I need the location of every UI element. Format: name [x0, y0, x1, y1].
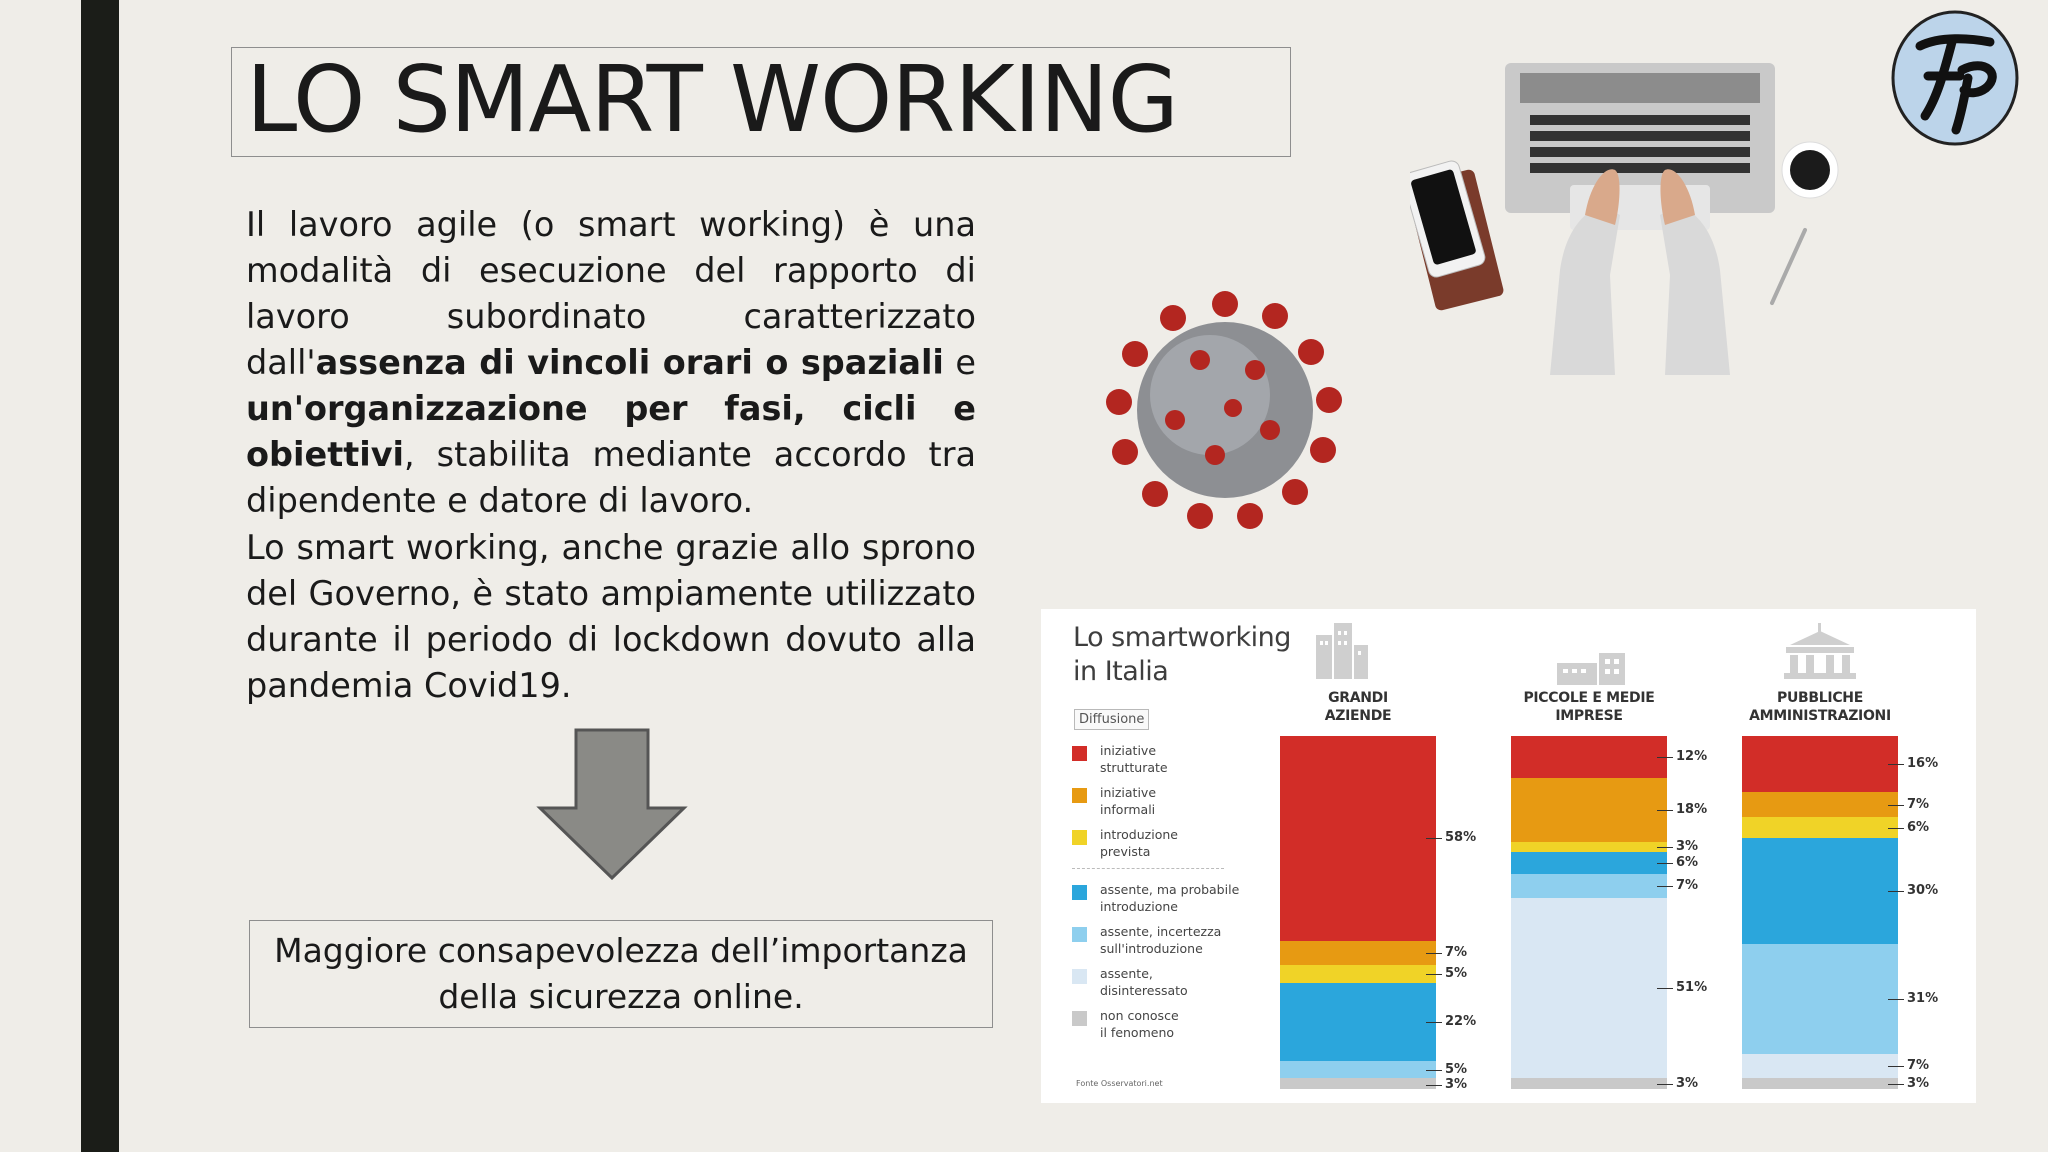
down-arrow-icon — [536, 728, 688, 880]
legend-label-line: introduzione — [1100, 827, 1178, 842]
category-label-line: AZIENDE — [1324, 708, 1392, 724]
bar-segment — [1742, 838, 1898, 944]
value-label: 18% — [1676, 802, 1708, 818]
value-label: 16% — [1907, 756, 1939, 772]
category-label — [1250, 689, 1466, 725]
legend-label-line: il fenomeno — [1100, 1025, 1175, 1040]
value-tick — [1657, 810, 1673, 811]
legend-label-line: assente, — [1100, 966, 1153, 981]
chart-title — [1073, 621, 1291, 689]
category-label-line: PUBBLICHE — [1777, 690, 1863, 706]
bar-segment — [1511, 852, 1667, 873]
value-tick — [1657, 757, 1673, 758]
legend-item — [1072, 784, 1222, 826]
public-building-icon — [1780, 623, 1860, 683]
legend-item — [1072, 742, 1222, 784]
chart-title-line-1: Lo smartworking — [1073, 622, 1291, 653]
value-label: 6% — [1676, 855, 1699, 871]
bar-segment — [1742, 736, 1898, 792]
value-tick — [1657, 988, 1673, 989]
smartworking-chart — [1041, 609, 1976, 1103]
value-label: 7% — [1907, 796, 1930, 812]
value-label: 7% — [1445, 945, 1468, 961]
legend-swatch — [1072, 746, 1087, 761]
category-label-line: IMPRESE — [1555, 708, 1623, 724]
legend-label-line: sull'introduzione — [1100, 941, 1203, 956]
legend-label-line: introduzione — [1100, 899, 1178, 914]
definition-bold-2: un'organizzazione per fasi, cicli e obiettivi — [246, 389, 976, 474]
bar-segment — [1742, 1078, 1898, 1089]
bar-segment — [1280, 1078, 1436, 1089]
bar-segment — [1742, 792, 1898, 817]
legend-swatch — [1072, 788, 1087, 803]
bar-segment — [1511, 874, 1667, 899]
legend-item — [1072, 826, 1222, 868]
legend-label-line: disinteressato — [1100, 983, 1188, 998]
value-label: 7% — [1676, 878, 1699, 894]
bar-segment — [1280, 965, 1436, 983]
legend-item — [1072, 1007, 1222, 1049]
stacked-bar — [1742, 736, 1898, 1089]
bar-segment — [1742, 944, 1898, 1053]
value-tick — [1657, 863, 1673, 864]
legend-label — [1100, 923, 1240, 957]
legend-item — [1072, 965, 1222, 1007]
value-tick — [1426, 1070, 1442, 1071]
legend-label-line: strutturate — [1100, 760, 1168, 775]
office-building-icon — [1308, 621, 1372, 685]
laptop-typing-illustration — [1410, 55, 1860, 375]
callout-box — [249, 920, 993, 1028]
title-frame — [231, 47, 1291, 157]
value-label: 5% — [1445, 1061, 1468, 1077]
value-tick — [1426, 838, 1442, 839]
legend-label-line: assente, ma probabile — [1100, 882, 1240, 897]
value-tick — [1426, 1022, 1442, 1023]
definition-text-3: , stabilita mediante accordo tra dipendente e datore di lavoro. — [246, 435, 976, 520]
value-label: 7% — [1907, 1058, 1930, 1074]
legend-label — [1100, 742, 1240, 776]
definition-text-2: e — [943, 343, 977, 382]
value-label: 3% — [1676, 1075, 1699, 1091]
coronavirus-illustration — [1105, 290, 1345, 530]
callout-line-1: Maggiore consapevolezza dell’importanza — [274, 931, 968, 970]
value-label: 5% — [1445, 966, 1468, 982]
lockdown-paragraph: Lo smart working, anche grazie allo sprono del Governo, è stato ampiamente utilizzato durante il periodo di lockdown dovuto alla pandemia Covid19. — [246, 528, 976, 705]
legend-item — [1072, 881, 1240, 923]
bar-segment — [1280, 736, 1436, 941]
legend-item — [1072, 923, 1222, 965]
category-label-line: PICCOLE E MEDIE — [1523, 690, 1655, 706]
legend-label-line: assente, incertezza — [1100, 924, 1222, 939]
value-tick — [1888, 1084, 1904, 1085]
value-label: 12% — [1676, 749, 1708, 765]
bar-segment — [1742, 817, 1898, 838]
category-label — [1712, 689, 1928, 725]
value-tick — [1426, 1085, 1442, 1086]
legend-label — [1100, 965, 1240, 999]
legend-label — [1100, 881, 1240, 915]
bar-segment — [1511, 842, 1667, 853]
legend-swatch — [1072, 885, 1087, 900]
legend-swatch — [1072, 969, 1087, 984]
category-label — [1481, 689, 1697, 725]
bar-segment — [1511, 778, 1667, 842]
definition-bold-1: assenza di vincoli orari o spaziali — [315, 343, 944, 382]
value-tick — [1888, 999, 1904, 1000]
bar-segment — [1280, 1061, 1436, 1079]
callout-line-2: della sicurezza online. — [438, 977, 804, 1016]
value-tick — [1657, 886, 1673, 887]
value-label: 3% — [1907, 1075, 1930, 1091]
value-tick — [1426, 953, 1442, 954]
value-label: 58% — [1445, 830, 1477, 846]
value-tick — [1888, 1066, 1904, 1067]
definition-paragraph — [246, 202, 976, 524]
stacked-bar — [1280, 736, 1436, 1089]
value-tick — [1888, 828, 1904, 829]
value-label: 30% — [1907, 883, 1939, 899]
bar-segment — [1511, 736, 1667, 778]
value-tick — [1657, 1084, 1673, 1085]
legend-label-line: prevista — [1100, 844, 1151, 859]
fp-logo-icon — [1890, 8, 2020, 148]
legend-swatch — [1072, 830, 1087, 845]
stacked-bar — [1511, 736, 1667, 1089]
legend-separator — [1072, 868, 1224, 869]
chart-title-line-2: in Italia — [1073, 656, 1169, 687]
bar-segment — [1280, 983, 1436, 1061]
value-tick — [1888, 891, 1904, 892]
value-tick — [1888, 805, 1904, 806]
chart-source: Fonte Osservatori.net — [1076, 1079, 1163, 1088]
legend-label-line: iniziative — [1100, 785, 1157, 800]
value-label: 31% — [1907, 990, 1939, 1006]
legend-label-line: iniziative — [1100, 743, 1157, 758]
value-tick — [1657, 847, 1673, 848]
diffusione-tag: Diffusione — [1074, 709, 1149, 730]
value-tick — [1426, 974, 1442, 975]
category-label-line: GRANDI — [1328, 690, 1388, 706]
value-label: 51% — [1676, 980, 1708, 996]
page-title: LO SMART WORKING — [246, 46, 1178, 153]
side-accent-bar — [81, 0, 119, 1152]
legend-swatch — [1072, 1011, 1087, 1026]
legend-label-line: informali — [1100, 802, 1156, 817]
legend-label — [1100, 784, 1240, 818]
legend-label-line: non conosce — [1100, 1008, 1179, 1023]
bar-segment — [1742, 1054, 1898, 1079]
chart-legend — [1072, 742, 1240, 1049]
bar-segment — [1511, 1078, 1667, 1089]
value-tick — [1888, 764, 1904, 765]
definition-text-1: Il lavoro agile (o smart working) è una modalità di esecuzione del rapporto di lavoro subordinato caratterizzato dall' — [246, 205, 976, 382]
small-business-icon — [1555, 647, 1627, 691]
legend-label — [1100, 826, 1240, 860]
category-label-line: AMMINISTRAZIONI — [1749, 708, 1891, 724]
legend-label — [1100, 1007, 1240, 1041]
value-label: 3% — [1676, 839, 1699, 855]
value-label: 22% — [1445, 1013, 1477, 1029]
legend-swatch — [1072, 927, 1087, 942]
bar-segment — [1280, 941, 1436, 966]
value-label: 3% — [1445, 1076, 1468, 1092]
value-label: 6% — [1907, 819, 1930, 835]
bar-segment — [1511, 898, 1667, 1078]
